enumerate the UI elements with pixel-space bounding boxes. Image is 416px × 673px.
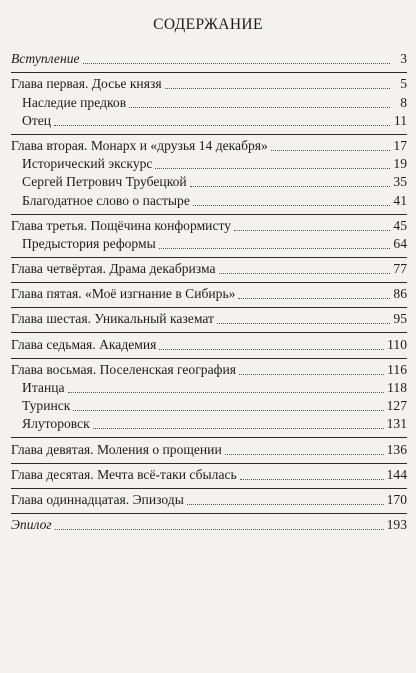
toc-page-number: 3 xyxy=(400,51,407,67)
toc-page-number: 35 xyxy=(393,174,407,190)
toc-entry-title: Благодатное слово о пастыре xyxy=(22,192,190,208)
dot-leader xyxy=(240,478,384,480)
toc-entry-title: Глава первая. Досье князя xyxy=(11,76,162,92)
toc-entry xyxy=(11,516,407,534)
toc-page-number: 95 xyxy=(393,311,407,327)
toc-page-number: 193 xyxy=(386,517,407,533)
toc-entry-title: Итанца xyxy=(22,380,65,395)
toc-page-number: 118 xyxy=(387,380,407,395)
toc-entry-title: Туринск xyxy=(22,398,71,414)
toc-entry-title: Глава девятая. Моления о прощении xyxy=(11,441,222,457)
toc-section xyxy=(11,48,407,73)
dot-leader xyxy=(165,87,390,89)
toc-page-number: 127 xyxy=(386,398,407,414)
toc-section xyxy=(11,514,407,538)
toc-entry-title: Глава седьмая. Академия xyxy=(11,336,157,352)
dot-leader xyxy=(159,247,390,249)
toc-entry xyxy=(11,217,407,235)
toc-entry-title: Глава одиннадцатая. Эпизоды xyxy=(11,491,184,507)
toc-entry-title: Эпилог xyxy=(11,517,52,533)
toc-entry xyxy=(11,137,407,155)
toc-entry-title: Глава десятая. Мечта всё-таки сбылась xyxy=(11,466,237,482)
toc-section xyxy=(11,135,407,215)
toc-page-number: 41 xyxy=(393,192,407,208)
dot-leader xyxy=(83,62,390,64)
toc-page-number: 64 xyxy=(393,235,407,251)
toc-entry-title: Глава вторая. Монарх и «друзья 14 декабря» xyxy=(11,137,268,153)
dot-leader xyxy=(219,272,390,274)
toc-subentry xyxy=(11,155,407,173)
toc-page-number: 5 xyxy=(400,76,407,92)
toc-section xyxy=(11,464,407,489)
toc-entry xyxy=(11,75,407,93)
toc-page-number: 131 xyxy=(386,416,407,432)
toc-subentry xyxy=(11,112,407,130)
toc-page-number: 170 xyxy=(386,491,407,507)
toc-entry-title: Вступление xyxy=(11,51,80,67)
toc-entry-title: Ялуторовск xyxy=(22,416,90,432)
dot-leader xyxy=(159,348,384,350)
dot-leader xyxy=(217,322,390,324)
toc-entry xyxy=(11,440,407,458)
toc-subentry xyxy=(11,379,407,397)
toc-entry-title: Глава четвёртая. Драма декабризма xyxy=(11,261,216,277)
toc-page-number: 77 xyxy=(393,261,407,277)
toc-page-number: 19 xyxy=(393,156,407,172)
toc-page-number: 110 xyxy=(387,336,407,352)
toc-entry-title: Глава пятая. «Моё изгнание в Сибирь» xyxy=(11,286,236,302)
dot-leader xyxy=(239,373,384,375)
table-of-contents xyxy=(11,48,407,538)
toc-page-number: 8 xyxy=(400,94,407,110)
toc-entry-title: Глава шестая. Уникальный каземат xyxy=(11,311,214,327)
toc-subentry xyxy=(11,191,407,209)
toc-section xyxy=(11,283,407,308)
dot-leader xyxy=(54,124,390,126)
toc-entry-title: Отец xyxy=(22,112,52,128)
toc-page-number: 116 xyxy=(387,361,407,377)
toc-entry-title: Глава восьмая. Поселенская география xyxy=(11,361,236,377)
page-title: СОДЕРЖАНИЕ xyxy=(153,16,263,33)
toc-section xyxy=(11,333,407,358)
toc-entry xyxy=(11,50,407,68)
toc-entry xyxy=(11,310,407,328)
toc-entry xyxy=(11,361,407,379)
toc-page-number: 45 xyxy=(393,217,407,233)
toc-subentry xyxy=(11,397,407,415)
toc-entry xyxy=(11,491,407,509)
dot-leader xyxy=(155,167,390,169)
dot-leader xyxy=(93,427,384,429)
dot-leader xyxy=(73,409,383,411)
dot-leader xyxy=(271,149,390,151)
toc-page-number: 136 xyxy=(386,441,407,457)
toc-section xyxy=(11,359,407,439)
toc-section xyxy=(11,215,407,258)
toc-page-number: 11 xyxy=(393,112,407,128)
dot-leader xyxy=(187,503,384,505)
dot-leader xyxy=(225,453,384,455)
toc-page-number: 17 xyxy=(393,137,407,153)
dot-leader xyxy=(190,185,390,187)
toc-section xyxy=(11,73,407,135)
dot-leader xyxy=(234,229,390,231)
toc-page-number: 86 xyxy=(393,286,407,302)
toc-section xyxy=(11,489,407,514)
toc-entry xyxy=(11,466,407,484)
toc-subentry xyxy=(11,173,407,191)
toc-subentry xyxy=(11,93,407,111)
dot-leader xyxy=(238,297,390,299)
toc-entry xyxy=(11,260,407,278)
dot-leader xyxy=(129,106,390,108)
toc-subentry xyxy=(11,415,407,433)
toc-entry-title: Глава третья. Пощёчина конформисту xyxy=(11,217,232,233)
toc-entry-title: Сергей Петрович Трубецкой xyxy=(22,174,187,190)
toc-page-number: 144 xyxy=(386,466,407,482)
toc-entry xyxy=(11,285,407,303)
toc-entry-title: Предыстория реформы xyxy=(22,235,156,251)
toc-section xyxy=(11,308,407,333)
toc-subentry xyxy=(11,235,407,253)
toc-entry xyxy=(11,335,407,353)
toc-entry-title: Наследие предков xyxy=(22,94,127,110)
toc-entry-title: Исторический экскурс xyxy=(22,156,153,172)
dot-leader xyxy=(193,204,390,206)
toc-section xyxy=(11,258,407,283)
toc-section xyxy=(11,438,407,463)
dot-leader xyxy=(68,391,385,393)
dot-leader xyxy=(55,528,384,530)
